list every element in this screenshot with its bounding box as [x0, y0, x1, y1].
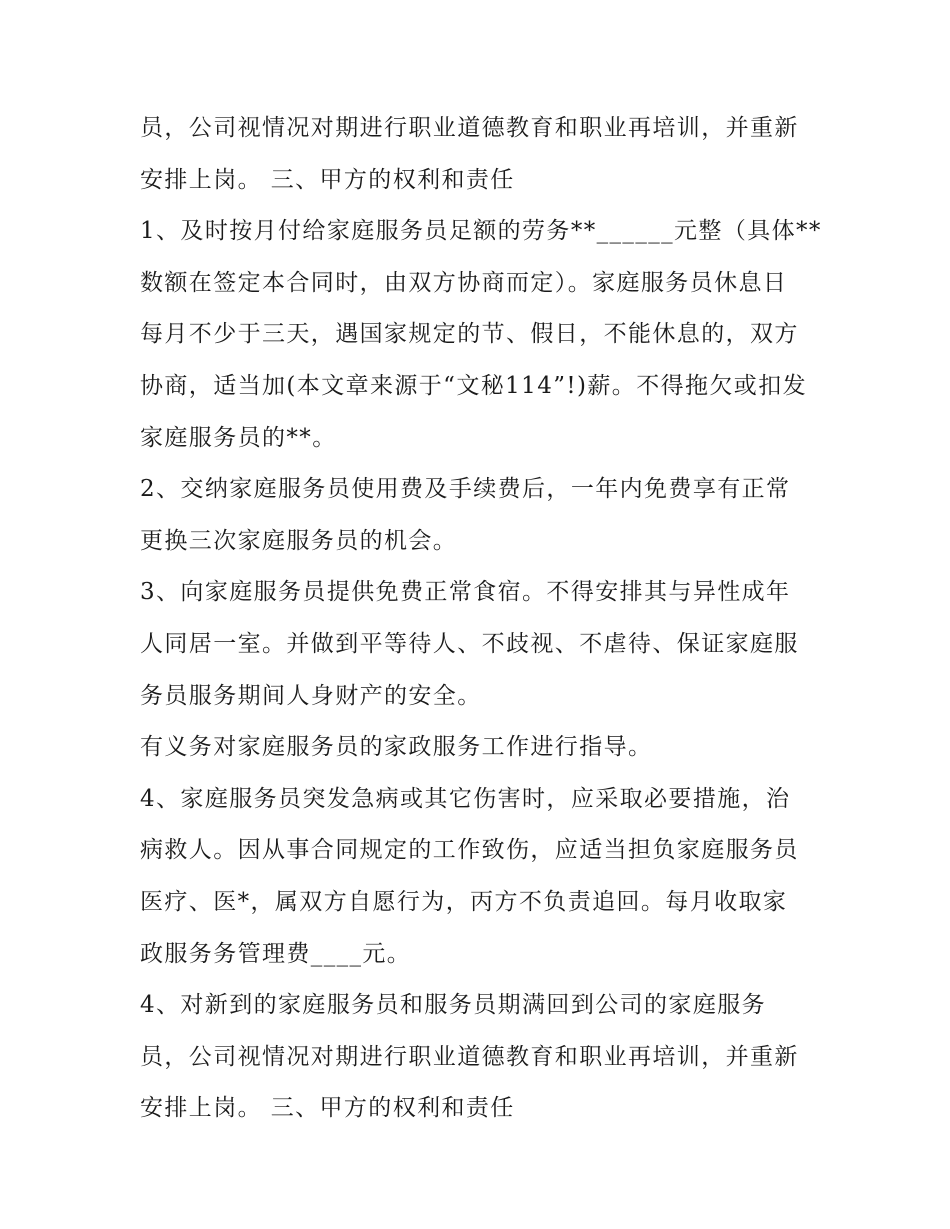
- text-line: 2、交纳家庭服务员使用费及手续费后，一年内免费享有正常: [140, 476, 791, 503]
- text-line: 协商，适当加(本文章来源于“文秘114”!)薪。不得拖欠或扣发: [140, 372, 808, 399]
- text-line: 政服务务管理费____元。: [140, 940, 412, 967]
- text-line: 4、对新到的家庭服务员和服务员期满回到公司的家庭服务: [140, 992, 767, 1019]
- text-line: 务员服务期间人身财产的安全。: [140, 682, 482, 709]
- text-line: 4、家庭服务员突发急病或其它伤害时，应采取必要措施，治: [140, 785, 791, 812]
- contract-text: [140, 103, 830, 1135]
- text-line: 每月不少于三天，遇国家规定的节、假日，不能休息的，双方: [140, 321, 799, 348]
- text-line: 员，公司视情况对期进行职业道德教育和职业再培训，并重新: [140, 1043, 799, 1070]
- text-line: 数额在签定本合同时，由双方协商而定）。家庭服务员休息日: [140, 269, 788, 296]
- text-line: 有义务对家庭服务员的家政服务工作进行指导。: [140, 734, 653, 761]
- text-line: 更换三次家庭服务员的机会。: [140, 527, 458, 554]
- text-line: 1、及时按月付给家庭服务员足额的劳务**______元整（具体**: [140, 218, 822, 245]
- text-line: 医疗、医*，属双方自愿行为，丙方不负责追回。每月收取家: [140, 888, 788, 915]
- text-line: 安排上岗。 三、甲方的权利和责任: [140, 166, 515, 193]
- text-line: 人同居一室。并做到平等待人、不歧视、不虐待、保证家庭服: [140, 630, 799, 657]
- text-line: 安排上岗。 三、甲方的权利和责任: [140, 1095, 515, 1122]
- text-line: 员，公司视情况对期进行职业道德教育和职业再培训，并重新: [140, 115, 799, 141]
- text-line: 家庭服务员的**。: [140, 424, 337, 451]
- text-line: 3、向家庭服务员提供免费正常食宿。不得安排其与异性成年: [140, 579, 791, 606]
- text-line: 病救人。因从事合同规定的工作致伤，应适当担负家庭服务员: [140, 837, 799, 864]
